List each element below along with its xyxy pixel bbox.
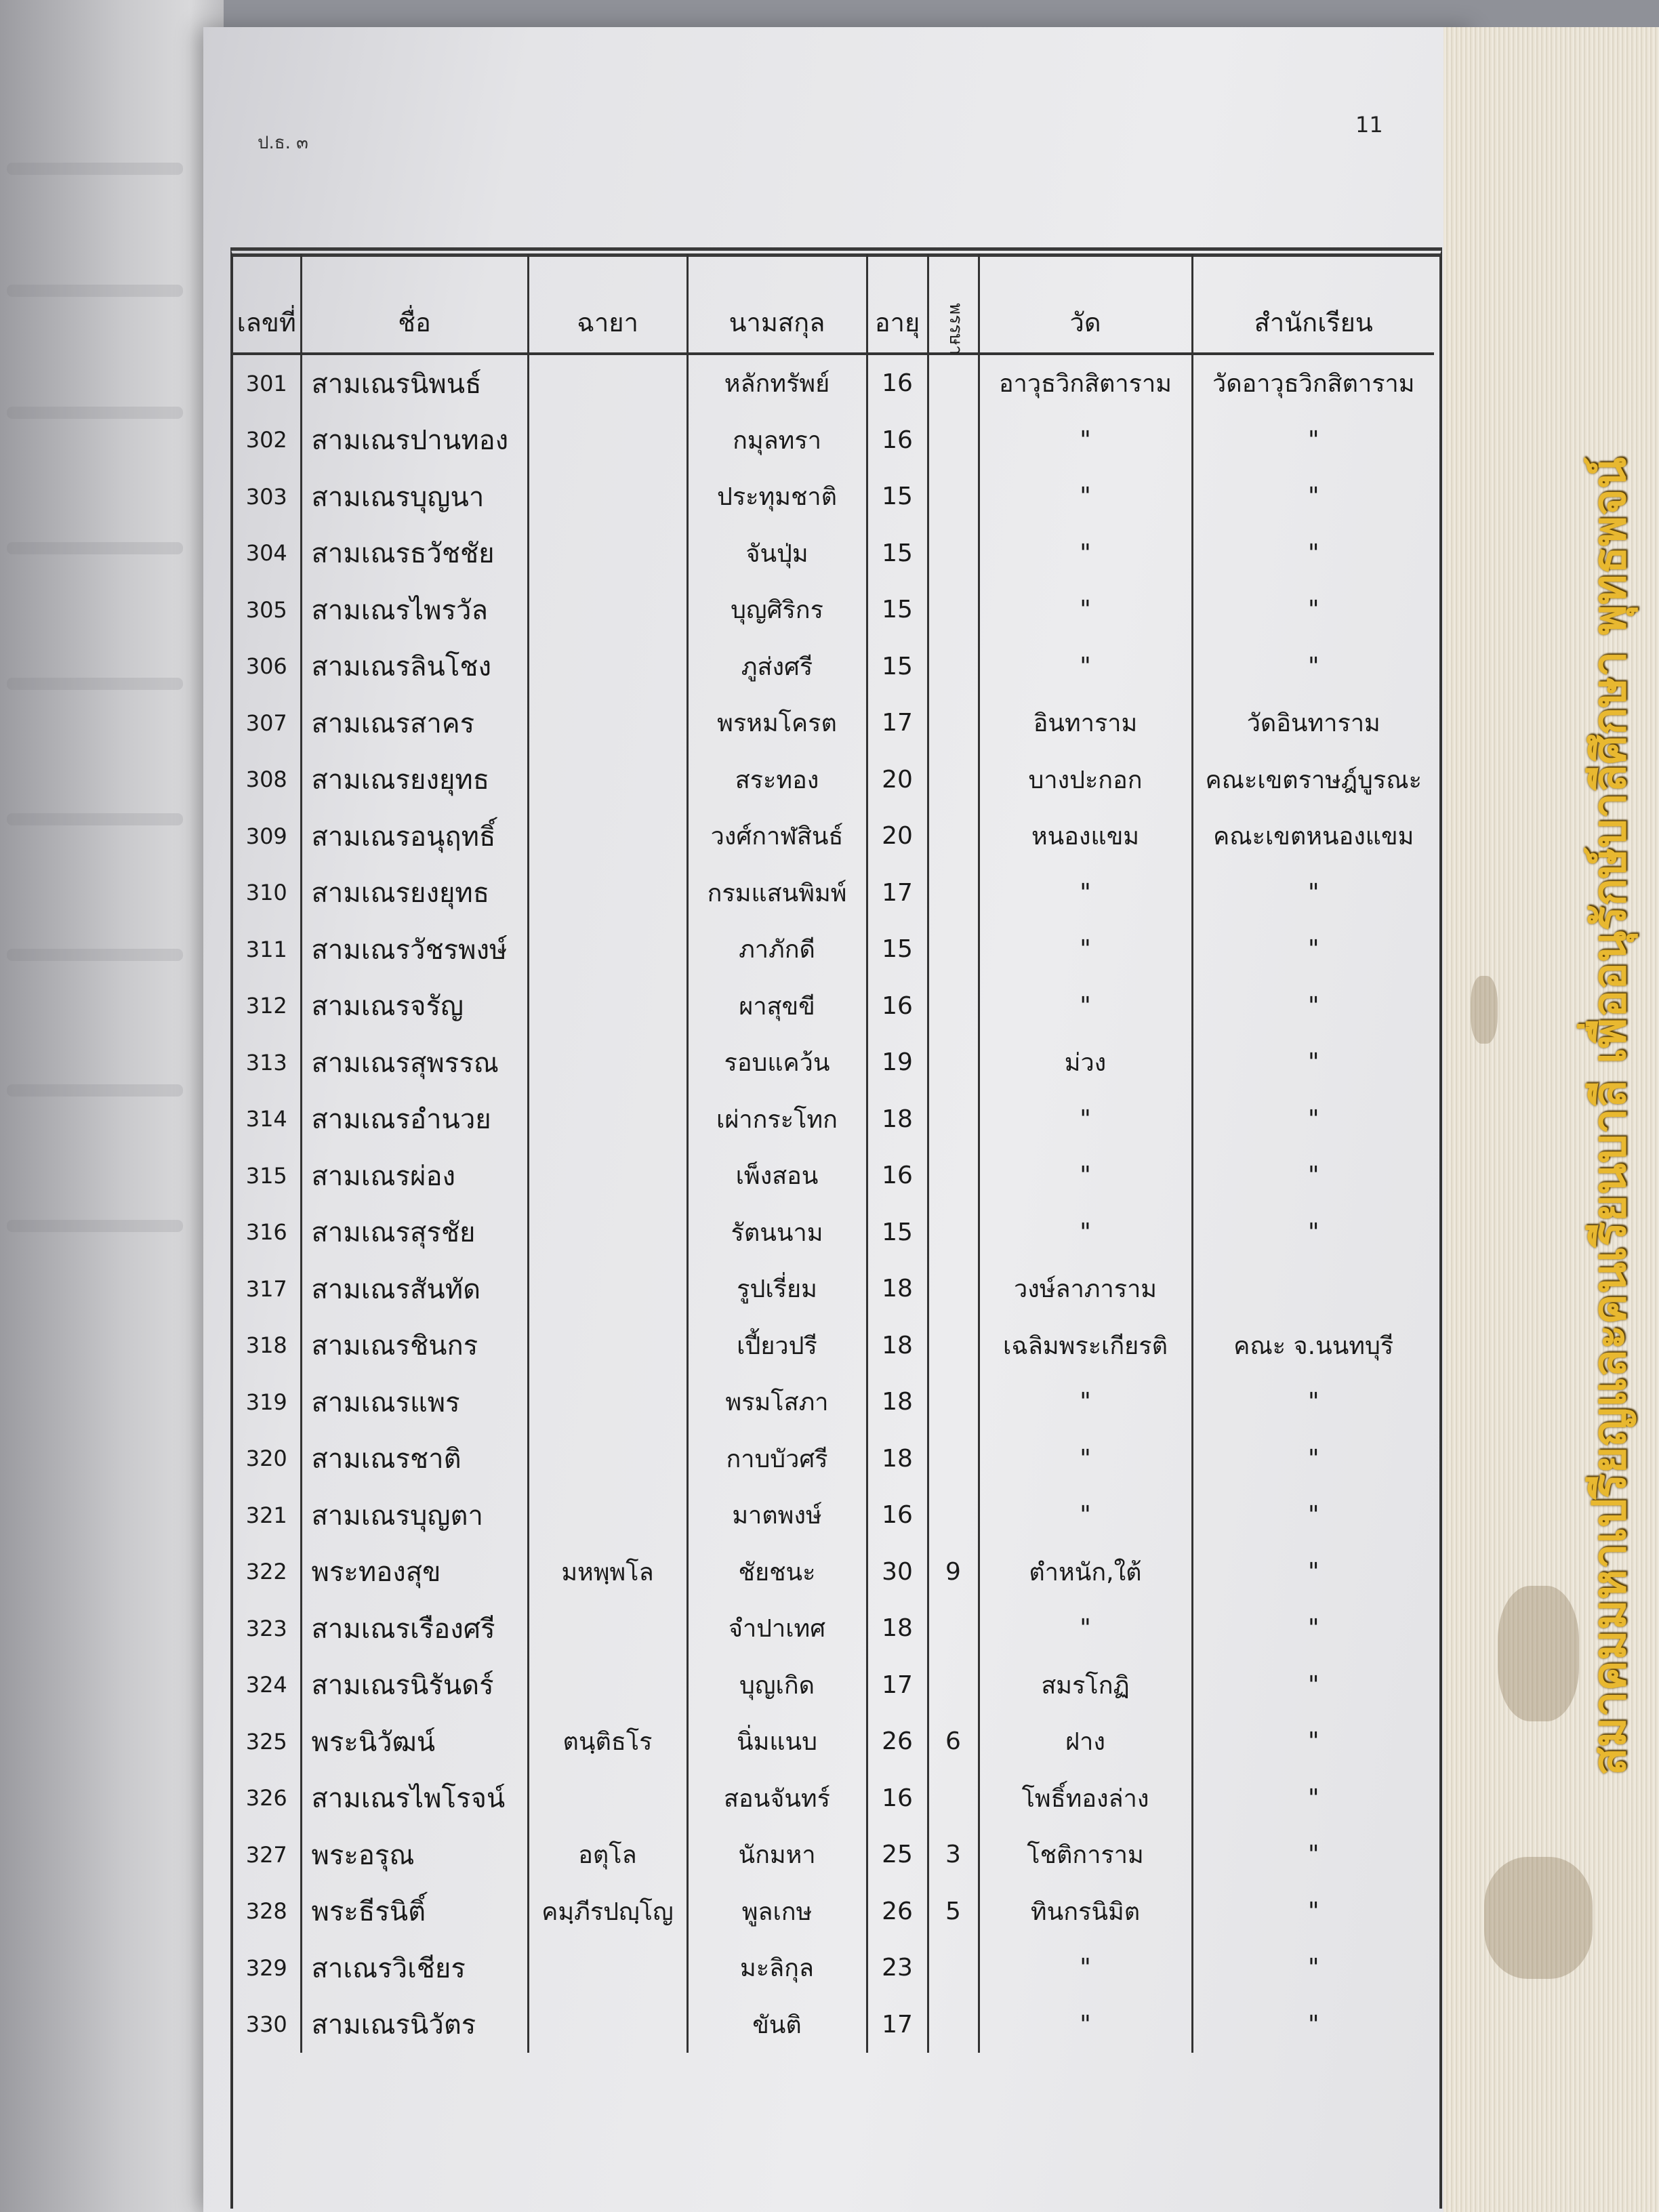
left-page [0, 0, 224, 2212]
table-row [233, 752, 1434, 808]
cell-number: 325 [245, 1728, 287, 1755]
col-header-school: สำนักเรียน [1192, 254, 1434, 354]
table-row [233, 1657, 1434, 1714]
cell-chaya [528, 1940, 687, 1996]
cell-surname: ผาสุขขี [687, 978, 867, 1035]
cell-name: สามเณรวัชรพงษ์ [301, 921, 528, 978]
cell-school: " [1192, 1996, 1434, 2053]
cell-age: 25 [867, 1826, 928, 1883]
cell-pansa [928, 1770, 979, 1827]
cell-school: วัดอินทาราม [1192, 695, 1434, 752]
cell-school: " [1192, 921, 1434, 978]
cell-name: สามเณรยงยุทธ [301, 865, 528, 922]
cell-school: " [1192, 1034, 1434, 1091]
cell-surname: พรมโสภา [687, 1374, 867, 1431]
col-header-name: ชื่อ [301, 254, 528, 354]
cell-chaya [528, 921, 687, 978]
cell-chaya [528, 1600, 687, 1657]
cell-age: 17 [867, 1996, 928, 2053]
cell-number: 308 [245, 766, 287, 793]
cell-chaya [528, 695, 687, 752]
page-number: 11 [1355, 112, 1383, 138]
cell-age: 18 [867, 1091, 928, 1148]
cell-chaya [528, 1431, 687, 1488]
table-row [233, 1713, 1434, 1770]
cell-chaya [528, 1657, 687, 1714]
cell-chaya [528, 1487, 687, 1544]
cell-chaya [528, 1996, 687, 2053]
cell-wat: " [979, 1431, 1192, 1488]
cell-wat: หนองแขม [979, 808, 1192, 865]
table-row [233, 354, 1434, 412]
cell-age: 16 [867, 1770, 928, 1827]
cell-wat: " [979, 525, 1192, 582]
cell-number: 328 [245, 1898, 287, 1925]
cell-wat: โชติการาม [979, 1826, 1192, 1883]
table-row [233, 525, 1434, 582]
cell-age: 20 [867, 808, 928, 865]
cell-number: 310 [245, 880, 287, 906]
cell-wat: " [979, 1147, 1192, 1204]
cell-surname: ประทุมชาติ [687, 468, 867, 525]
cell-wat: " [979, 1374, 1192, 1431]
cell-pansa [928, 1147, 979, 1204]
cell-wat: ตำหนัก,ใต้ [979, 1544, 1192, 1601]
table-row [233, 1374, 1434, 1431]
cell-age: 19 [867, 1034, 928, 1091]
table-row [233, 865, 1434, 922]
cell-pansa [928, 978, 979, 1035]
cell-name: สามเณรแพร [301, 1374, 528, 1431]
cell-school: " [1192, 1204, 1434, 1261]
cell-age: 23 [867, 1940, 928, 1996]
cell-pansa [928, 525, 979, 582]
cell-surname: ขันติ [687, 1996, 867, 2053]
cell-wat: " [979, 978, 1192, 1035]
cell-surname: กาบบัวศรี [687, 1431, 867, 1488]
cell-surname: หลักทรัพย์ [687, 354, 867, 412]
cell-wat: อินทาราม [979, 695, 1192, 752]
cell-school: " [1192, 1374, 1434, 1431]
cell-number: 326 [245, 1785, 287, 1811]
cell-number: 327 [245, 1841, 287, 1868]
cell-number: 311 [245, 936, 287, 962]
cell-school: " [1192, 1487, 1434, 1544]
cell-name: สามเณรอนุฤทธิ์ [301, 808, 528, 865]
cell-surname: ชัยชนะ [687, 1544, 867, 1601]
cell-name: สามเณรชินกร [301, 1317, 528, 1374]
cell-age: 18 [867, 1600, 928, 1657]
cell-pansa [928, 752, 979, 808]
cell-wat: " [979, 1600, 1192, 1657]
table-row [233, 1431, 1434, 1488]
cell-surname: มาตพงษ์ [687, 1487, 867, 1544]
cell-surname: พูลเกษ [687, 1883, 867, 1940]
cell-surname: มะลิกุล [687, 1940, 867, 1996]
cell-chaya [528, 752, 687, 808]
cell-chaya [528, 1091, 687, 1148]
cell-school: " [1192, 978, 1434, 1035]
cell-number: 319 [245, 1389, 287, 1415]
cell-name: สามเณรสุรชัย [301, 1204, 528, 1261]
cell-school: " [1192, 1770, 1434, 1827]
cell-name: สามเณรไพรวัล [301, 581, 528, 638]
cell-surname: นิ่มแนบ [687, 1713, 867, 1770]
cell-age: 17 [867, 1657, 928, 1714]
table-row [233, 1996, 1434, 2053]
cell-pansa [928, 468, 979, 525]
cell-number: 309 [245, 823, 287, 849]
cell-school: " [1192, 865, 1434, 922]
cell-name: พระอรุณ [301, 1826, 528, 1883]
cell-number: 329 [245, 1954, 287, 1981]
cell-chaya [528, 1770, 687, 1827]
cell-pansa [928, 1657, 979, 1714]
watermark: สมาคมมหาเปรียญและคนเรียนบาลี เพื่ออนุรักษ์บาลีศึกษา พุทธพจน์ [1583, 457, 1637, 1776]
cell-number: 305 [245, 596, 287, 623]
cell-age: 15 [867, 638, 928, 695]
cell-wat: สมรโกฏิ [979, 1657, 1192, 1714]
cell-surname: สระทอง [687, 752, 867, 808]
cell-surname: นักมหา [687, 1826, 867, 1883]
table-row [233, 1883, 1434, 1940]
roster-table [233, 254, 1434, 2053]
table-row [233, 978, 1434, 1035]
cell-wat: " [979, 921, 1192, 978]
cell-pansa [928, 412, 979, 469]
cell-name: สามเณรสาคร [301, 695, 528, 752]
cell-name: พระทองสุข [301, 1544, 528, 1601]
cell-chaya [528, 978, 687, 1035]
cell-number: 313 [245, 1049, 287, 1076]
cell-number: 321 [245, 1502, 287, 1528]
cell-age: 15 [867, 921, 928, 978]
cell-surname: ภูส่งศรี [687, 638, 867, 695]
cell-wat: " [979, 1996, 1192, 2053]
cell-age: 15 [867, 525, 928, 582]
cell-pansa [928, 865, 979, 922]
cell-pansa [928, 1091, 979, 1148]
cell-wat: วงษ์ลาภาราม [979, 1261, 1192, 1317]
cell-chaya [528, 1147, 687, 1204]
cell-number: 324 [245, 1672, 287, 1698]
cell-pansa: 6 [928, 1713, 979, 1770]
cell-name: สามเณรบุญนา [301, 468, 528, 525]
cell-surname: สอนจันทร์ [687, 1770, 867, 1827]
cell-pansa [928, 1487, 979, 1544]
table-header-row [233, 254, 1434, 354]
cell-school: " [1192, 1600, 1434, 1657]
table-row [233, 1770, 1434, 1827]
cell-chaya [528, 638, 687, 695]
cell-number: 304 [245, 540, 287, 567]
cell-pansa [928, 1996, 979, 2053]
cell-age: 15 [867, 581, 928, 638]
table-row [233, 1091, 1434, 1148]
cell-number: 322 [245, 1559, 287, 1585]
cell-name: พระธีรนิติ์ [301, 1883, 528, 1940]
cell-pansa [928, 354, 979, 412]
cell-chaya [528, 1374, 687, 1431]
cell-school: " [1192, 1826, 1434, 1883]
cell-wat: ม่วง [979, 1034, 1192, 1091]
cell-surname: เผ่ากระโทก [687, 1091, 867, 1148]
col-header-number: เลขที่ [233, 254, 301, 354]
col-header-wat: วัด [979, 254, 1192, 354]
cell-age: 16 [867, 1147, 928, 1204]
cell-school: " [1192, 1431, 1434, 1488]
cell-age: 15 [867, 1204, 928, 1261]
cell-school: คณะเขตราษฎ์บูรณะ [1192, 752, 1434, 808]
table-row [233, 1204, 1434, 1261]
col-header-chaya: ฉายา [528, 254, 687, 354]
cell-surname: กรมแสนพิมพ์ [687, 865, 867, 922]
cell-pansa [928, 1940, 979, 1996]
cell-school: " [1192, 1883, 1434, 1940]
cell-name: สามเณรธวัชชัย [301, 525, 528, 582]
cell-number: 320 [245, 1446, 287, 1472]
col-header-age: อายุ [867, 254, 928, 354]
table-row [233, 921, 1434, 978]
cell-wat: " [979, 638, 1192, 695]
cell-wat: " [979, 1940, 1192, 1996]
cell-age: 18 [867, 1261, 928, 1317]
table-row [233, 695, 1434, 752]
cell-age: 30 [867, 1544, 928, 1601]
cell-name: สามเณรจรัญ [301, 978, 528, 1035]
cell-age: 16 [867, 978, 928, 1035]
cell-name: สามเณรนิพนธ์ [301, 354, 528, 412]
cell-pansa [928, 921, 979, 978]
cell-name: สามเณรลินโชง [301, 638, 528, 695]
cell-age: 16 [867, 1487, 928, 1544]
table-row [233, 1034, 1434, 1091]
cell-school: " [1192, 1091, 1434, 1148]
cell-name: สามเณรบุญตา [301, 1487, 528, 1544]
table-row [233, 468, 1434, 525]
cell-pansa: 9 [928, 1544, 979, 1601]
cell-pansa [928, 1261, 979, 1317]
cell-name: พระนิวัฒน์ [301, 1713, 528, 1770]
cell-school: " [1192, 1147, 1434, 1204]
cell-wat: เฉลิมพระเกียรติ [979, 1317, 1192, 1374]
cell-number: 301 [245, 370, 287, 396]
cell-age: 26 [867, 1883, 928, 1940]
cell-surname: รูปเรี่ยม [687, 1261, 867, 1317]
cell-age: 20 [867, 752, 928, 808]
cell-pansa [928, 695, 979, 752]
cell-surname: กมุลทรา [687, 412, 867, 469]
table-row [233, 1487, 1434, 1544]
cell-number: 330 [245, 2011, 287, 2038]
cell-wat: " [979, 581, 1192, 638]
table-row [233, 1261, 1434, 1317]
cell-number: 303 [245, 483, 287, 510]
cell-surname: รัตนนาม [687, 1204, 867, 1261]
cell-surname: ภาภักดี [687, 921, 867, 978]
cell-name: สามเณรนิวัตร [301, 1996, 528, 2053]
cell-wat: ทินกรนิมิต [979, 1883, 1192, 1940]
cell-surname: วงศ์กาฬสินธ์ [687, 808, 867, 865]
cell-chaya [528, 412, 687, 469]
cell-chaya: ตนฺติธโร [528, 1713, 687, 1770]
cell-wat: " [979, 1487, 1192, 1544]
cell-chaya [528, 1261, 687, 1317]
cell-chaya [528, 865, 687, 922]
cell-surname: บุญเกิด [687, 1657, 867, 1714]
cell-name: สามเณรสุพรรณ [301, 1034, 528, 1091]
cell-wat: " [979, 865, 1192, 922]
cell-school: คณะ จ.นนทบุรี [1192, 1317, 1434, 1374]
cell-age: 18 [867, 1317, 928, 1374]
cell-chaya [528, 468, 687, 525]
cell-number: 306 [245, 653, 287, 680]
cell-name: สามเณรปานทอง [301, 412, 528, 469]
cell-pansa [928, 1317, 979, 1374]
cell-pansa [928, 1204, 979, 1261]
cell-wat: โพธิ์ทองล่าง [979, 1770, 1192, 1827]
cell-pansa [928, 1431, 979, 1488]
cell-surname: จำปาเทศ [687, 1600, 867, 1657]
cell-name: สามเณรชาติ [301, 1431, 528, 1488]
cell-age: 16 [867, 354, 928, 412]
cell-surname: เพ็งสอน [687, 1147, 867, 1204]
cell-surname: บุญศิริกร [687, 581, 867, 638]
cell-chaya: มหพฺพโล [528, 1544, 687, 1601]
table-row [233, 581, 1434, 638]
cell-number: 312 [245, 993, 287, 1019]
cell-school: " [1192, 1657, 1434, 1714]
cell-chaya [528, 1034, 687, 1091]
cell-wat: " [979, 1091, 1192, 1148]
cell-school: วัดอาวุธวิกสิตาราม [1192, 354, 1434, 412]
cell-wat: ฝาง [979, 1713, 1192, 1770]
cell-chaya [528, 1204, 687, 1261]
cell-school: " [1192, 581, 1434, 638]
cell-school: " [1192, 638, 1434, 695]
cell-pansa [928, 1600, 979, 1657]
cell-pansa [928, 638, 979, 695]
cell-name: สามเณรสันทัด [301, 1261, 528, 1317]
cell-number: 307 [245, 710, 287, 736]
cell-wat: " [979, 1204, 1192, 1261]
cell-wat: อาวุธวิกสิตาราม [979, 354, 1192, 412]
cell-chaya [528, 808, 687, 865]
cell-pansa [928, 1374, 979, 1431]
cell-surname: เปี้ยวปรี [687, 1317, 867, 1374]
cell-surname: พรหมโครต [687, 695, 867, 752]
table-row [233, 1940, 1434, 1996]
table-body [233, 354, 1434, 2053]
cell-number: 323 [245, 1615, 287, 1641]
cell-pansa: 5 [928, 1883, 979, 1940]
cell-surname: จันปุ่ม [687, 525, 867, 582]
table-row [233, 1600, 1434, 1657]
cell-number: 302 [245, 427, 287, 453]
cell-chaya [528, 525, 687, 582]
cell-wat: " [979, 468, 1192, 525]
cell-chaya [528, 354, 687, 412]
cell-name: สามเณรยงยุทธ [301, 752, 528, 808]
cell-age: 26 [867, 1713, 928, 1770]
cell-pansa [928, 808, 979, 865]
cell-name: สามเณรไพโรจน์ [301, 1770, 528, 1827]
cell-school: " [1192, 412, 1434, 469]
cell-age: 17 [867, 865, 928, 922]
cell-pansa [928, 1034, 979, 1091]
cell-number: 318 [245, 1332, 287, 1359]
cell-chaya: อตุโล [528, 1826, 687, 1883]
cell-number: 317 [245, 1275, 287, 1302]
cell-age: 15 [867, 468, 928, 525]
cell-age: 18 [867, 1431, 928, 1488]
table-row [233, 1317, 1434, 1374]
cell-school: " [1192, 1940, 1434, 1996]
cell-name: สามเณรเรืองศรี [301, 1600, 528, 1657]
cell-surname: รอบแคว้น [687, 1034, 867, 1091]
col-header-surname: นามสกุล [687, 254, 867, 354]
table-row [233, 1147, 1434, 1204]
cell-school: " [1192, 525, 1434, 582]
cell-age: 16 [867, 412, 928, 469]
cell-school [1192, 1261, 1434, 1317]
table-row [233, 1544, 1434, 1601]
cell-name: สามเณรนิรันดร์ [301, 1657, 528, 1714]
cell-school: " [1192, 1544, 1434, 1601]
cell-number: 315 [245, 1162, 287, 1189]
cell-pansa [928, 581, 979, 638]
cell-age: 18 [867, 1374, 928, 1431]
cell-name: สามเณรอำนวย [301, 1091, 528, 1148]
cell-wat: " [979, 412, 1192, 469]
cell-chaya: คมฺภีรปญฺโญ [528, 1883, 687, 1940]
cell-wat: บางปะกอก [979, 752, 1192, 808]
cell-school: " [1192, 468, 1434, 525]
cell-age: 17 [867, 695, 928, 752]
cell-chaya [528, 1317, 687, 1374]
cell-number: 314 [245, 1106, 287, 1132]
cell-name: สาเณรวิเชียร [301, 1940, 528, 1996]
table-row [233, 412, 1434, 469]
cell-chaya [528, 581, 687, 638]
col-header-pansa [928, 254, 979, 354]
table-row [233, 1826, 1434, 1883]
cell-name: สามเณรผ่อง [301, 1147, 528, 1204]
corner-mark: ป.ธ. ๓ [258, 133, 308, 153]
cell-pansa: 3 [928, 1826, 979, 1883]
col-header-pansa-label: พรรษา [945, 303, 966, 355]
cell-school: " [1192, 1713, 1434, 1770]
cell-school: คณะเขตหนองแขม [1192, 808, 1434, 865]
table-row [233, 808, 1434, 865]
cell-number: 316 [245, 1219, 287, 1246]
table-row [233, 638, 1434, 695]
